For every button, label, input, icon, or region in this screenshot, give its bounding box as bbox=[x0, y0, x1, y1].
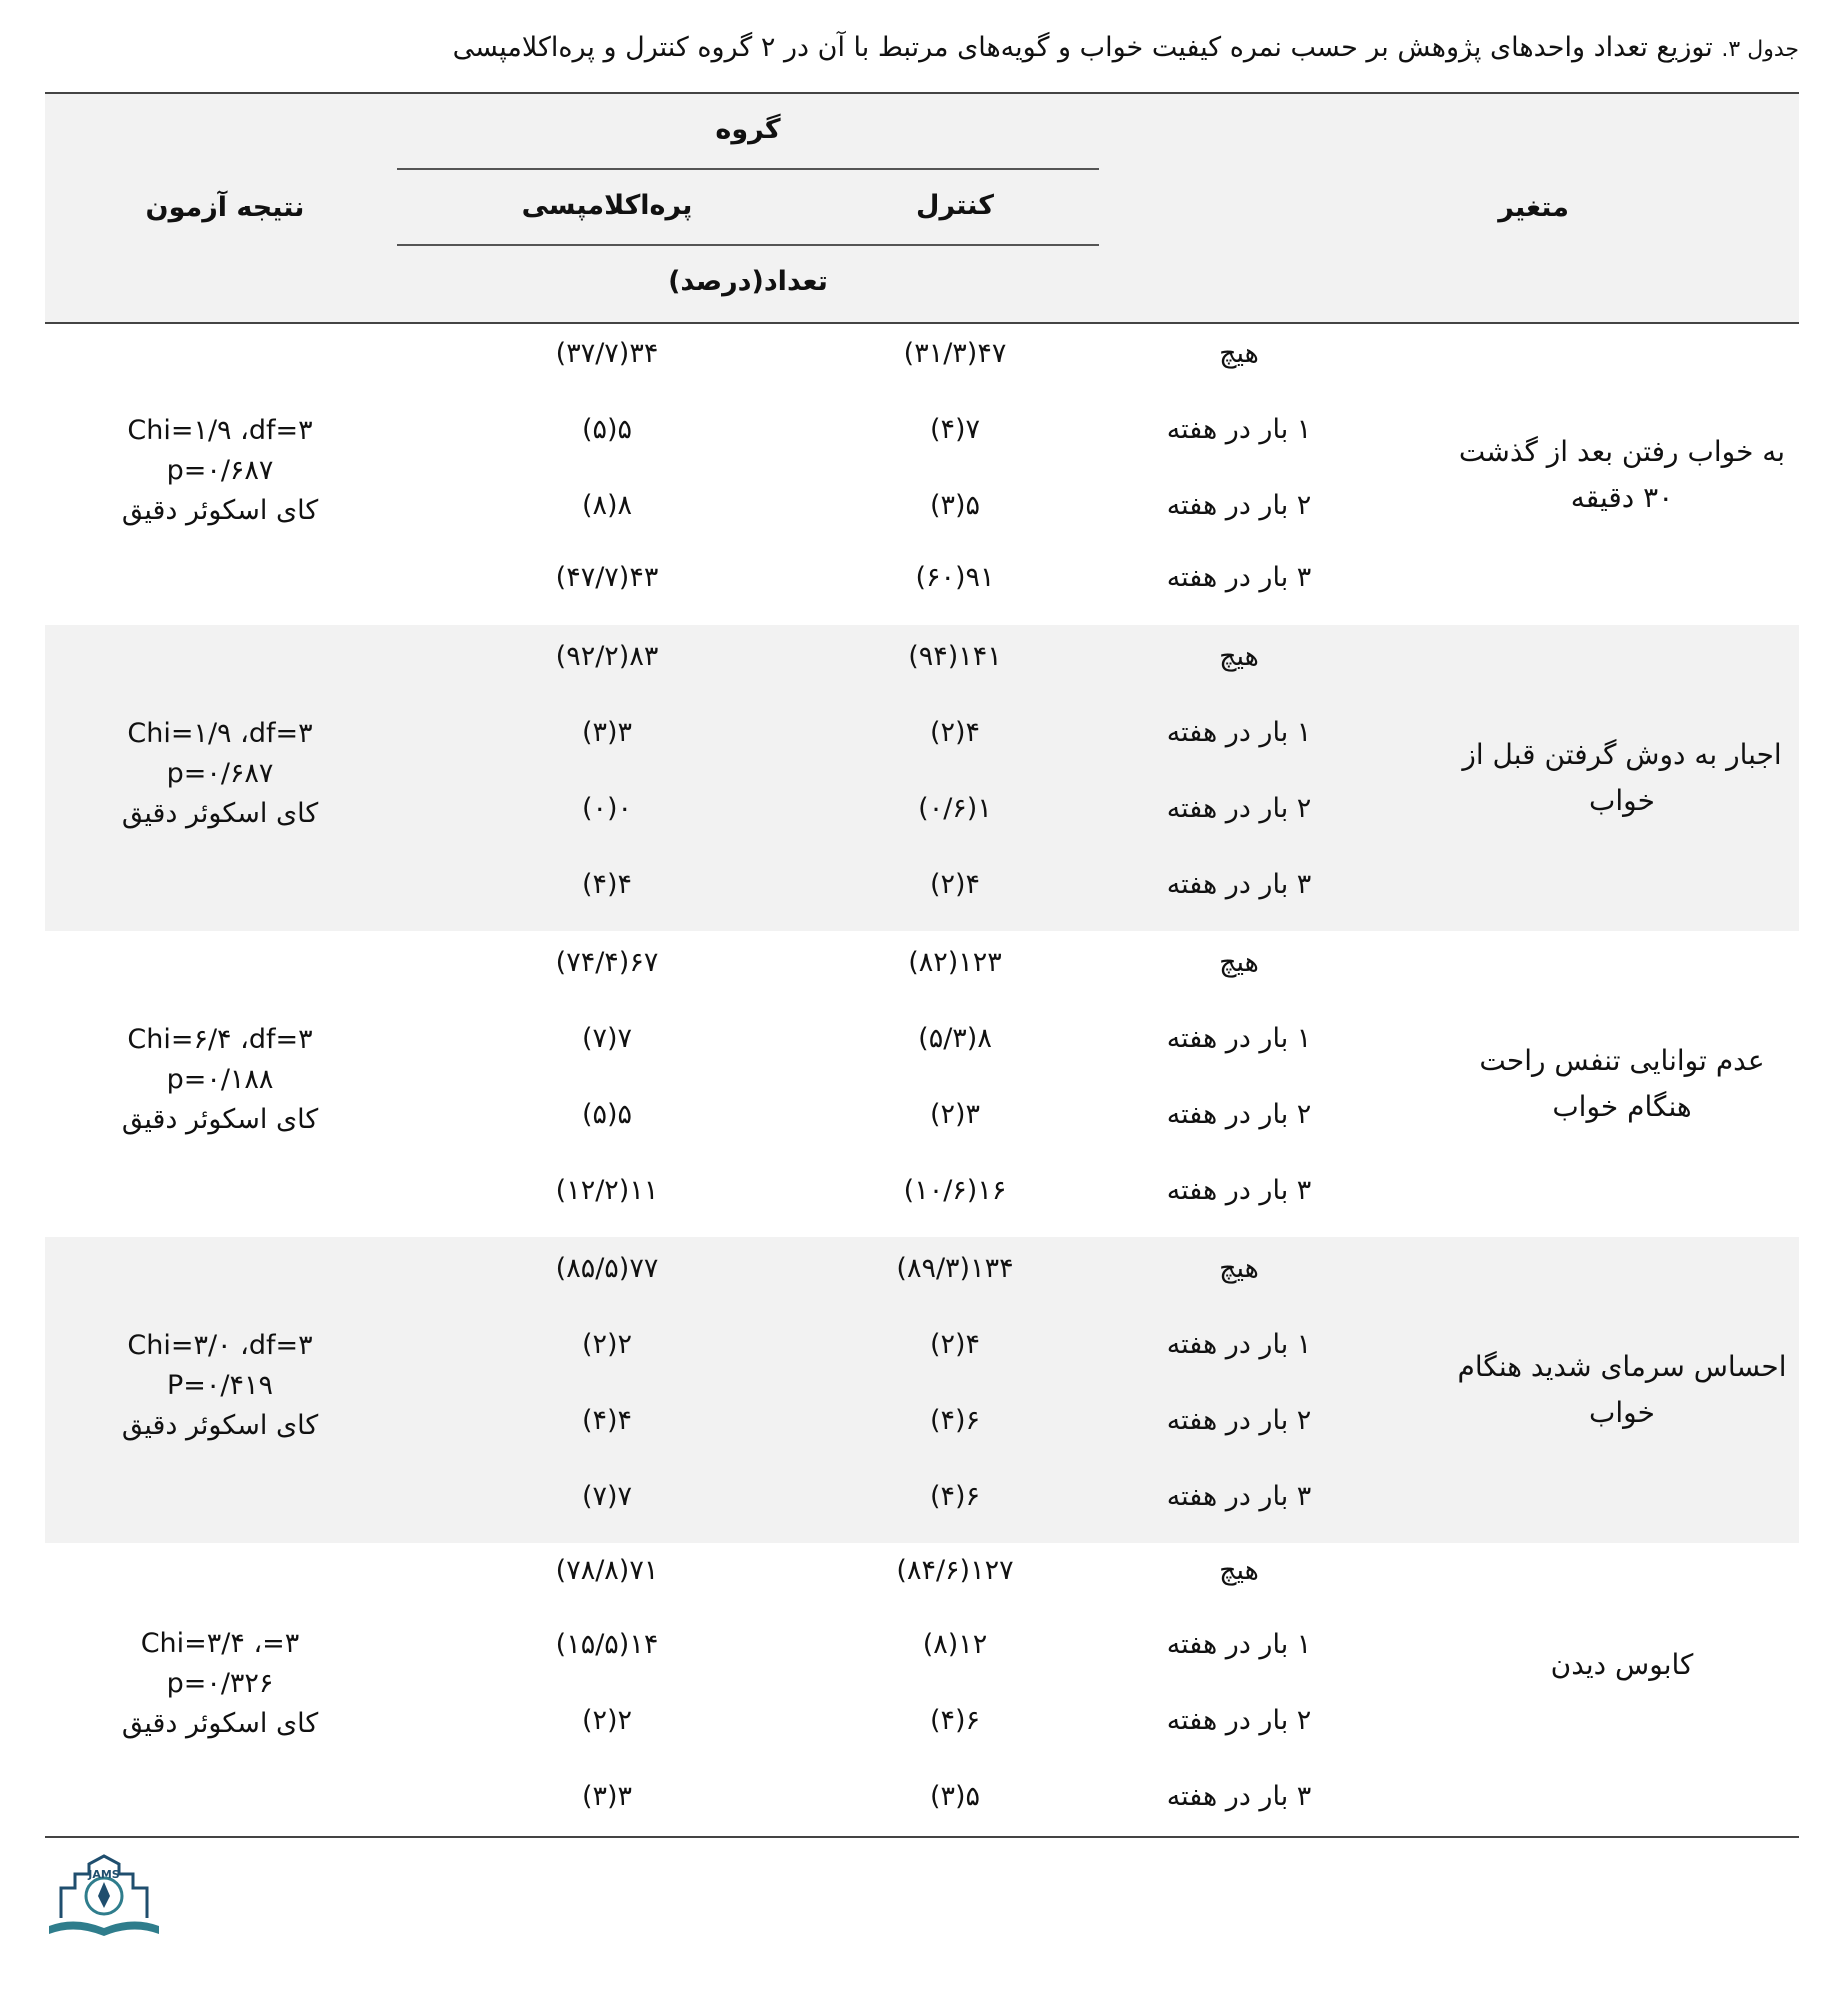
frequency-label: هیچ bbox=[1219, 641, 1259, 672]
header-count-percent: تعداد(درصد) bbox=[668, 266, 828, 297]
table-caption bbox=[45, 26, 1799, 72]
jams-logo-icon bbox=[45, 1852, 163, 1944]
frequency-label: هیچ bbox=[1219, 947, 1259, 978]
logo-text: JAMS bbox=[88, 1868, 120, 1881]
preeclampsia-value: ۳۴(۳۷/۷) bbox=[555, 338, 659, 369]
control-value: ۴۷(۳۱/۳) bbox=[903, 338, 1007, 369]
test-result-line: Chi=۳/۰ ،df=۳ bbox=[127, 1330, 313, 1361]
frequency-label: هیچ bbox=[1219, 1555, 1259, 1586]
preeclampsia-value: ۸۳(۹۲/۲) bbox=[555, 641, 659, 672]
test-result-line: p=۰/۱۸۸ bbox=[166, 1064, 274, 1095]
variable-name: به خواب رفتن بعد از گذشت ۳۰ دقیقه bbox=[1458, 434, 1786, 514]
control-value: ۱۴۱(۹۴) bbox=[908, 641, 1002, 672]
test-result-line: کای اسکوئر دقیق bbox=[121, 1708, 319, 1739]
test-result bbox=[45, 714, 395, 834]
test-result bbox=[45, 411, 395, 531]
test-result-line: Chi=۱/۹ ،df=۳ bbox=[127, 414, 313, 446]
test-result bbox=[45, 1326, 395, 1446]
frequency-label: ۳ بار در هفته bbox=[1166, 562, 1312, 593]
frequency-label: ۲ بار در هفته bbox=[1166, 1705, 1312, 1736]
test-result-line: P=۰/۴۱۹ bbox=[166, 1370, 273, 1401]
control-value: ۱۲(۸) bbox=[922, 1629, 988, 1660]
variable-name: اجبار به دوش گرفتن قبل از خواب bbox=[1462, 738, 1782, 817]
header-control: کنترل bbox=[916, 190, 994, 221]
frequency-label: ۲ بار در هفته bbox=[1166, 1405, 1312, 1436]
control-value: ۱۲۷(۸۴/۶) bbox=[896, 1555, 1014, 1586]
frequency-label: ۱ بار در هفته bbox=[1166, 1629, 1312, 1660]
frequency-label: هیچ bbox=[1219, 1253, 1259, 1284]
variable-group bbox=[45, 625, 1799, 931]
variable-group bbox=[45, 1237, 1799, 1543]
test-result bbox=[45, 1020, 395, 1140]
preeclampsia-value: ۲(۲) bbox=[581, 1329, 633, 1360]
preeclampsia-value: ۷(۷) bbox=[581, 1481, 633, 1512]
frequency-label: ۱ بار در هفته bbox=[1166, 1023, 1312, 1054]
control-value: ۵(۳) bbox=[929, 490, 981, 521]
preeclampsia-value: ۴(۴) bbox=[581, 869, 633, 900]
control-value: ۱۶(۱۰/۶) bbox=[903, 1175, 1007, 1206]
control-value: ۱(۰/۶) bbox=[918, 793, 992, 824]
table-bottom-rule bbox=[45, 1836, 1799, 1838]
header-group: گروه bbox=[715, 114, 781, 145]
preeclampsia-value: ۷۱(۷۸/۸) bbox=[555, 1555, 659, 1586]
table-header bbox=[45, 94, 1799, 324]
preeclampsia-value: ۱۴(۱۵/۵) bbox=[555, 1629, 659, 1660]
test-result-line: Chi=۶/۴ ،df=۳ bbox=[127, 1024, 313, 1055]
test-result-line: کای اسکوئر دقیق bbox=[121, 798, 319, 829]
frequency-label: ۱ بار در هفته bbox=[1166, 414, 1312, 445]
preeclampsia-value: ۲(۲) bbox=[581, 1705, 633, 1736]
caption-label: جدول ۳. bbox=[1721, 37, 1799, 62]
preeclampsia-value: ۴(۴) bbox=[581, 1405, 633, 1436]
header-variable: متغیر bbox=[1498, 192, 1569, 223]
control-value: ۶(۴) bbox=[929, 1405, 981, 1436]
preeclampsia-value: ۳(۳) bbox=[581, 717, 633, 748]
control-value: ۹۱(۶۰) bbox=[915, 562, 995, 593]
variable-group bbox=[45, 931, 1799, 1237]
preeclampsia-value: ۳(۳) bbox=[581, 1781, 633, 1812]
preeclampsia-value: ۷۷(۸۵/۵) bbox=[555, 1253, 659, 1284]
test-result bbox=[45, 1624, 395, 1744]
control-value: ۶(۴) bbox=[929, 1481, 981, 1512]
control-value: ۴(۲) bbox=[929, 1329, 981, 1360]
control-value: ۳(۲) bbox=[929, 1099, 981, 1130]
test-result-line: کای اسکوئر دقیق bbox=[121, 1410, 319, 1441]
control-value: ۵(۳) bbox=[929, 1781, 981, 1812]
preeclampsia-value: ۴۳(۴۷/۷) bbox=[555, 562, 659, 593]
header-preeclampsia: پره‌اکلامپسی bbox=[521, 190, 693, 221]
preeclampsia-value: ۱۱(۱۲/۲) bbox=[555, 1175, 659, 1206]
preeclampsia-value: ۰(۰) bbox=[581, 793, 633, 824]
test-result-line: p=۰/۳۲۶ bbox=[166, 1668, 274, 1699]
variable-name: عدم توانایی تنفس راحت هنگام خواب bbox=[1479, 1044, 1765, 1123]
preeclampsia-value: ۸(۸) bbox=[581, 490, 633, 521]
header-result: نتیجه آزمون bbox=[145, 192, 305, 223]
test-result-line: کای اسکوئر دقیق bbox=[121, 494, 319, 526]
frequency-label: ۳ بار در هفته bbox=[1166, 1781, 1312, 1812]
control-value: ۷(۴) bbox=[929, 414, 981, 445]
control-value: ۱۳۴(۸۹/۳) bbox=[896, 1253, 1014, 1284]
control-value: ۴(۲) bbox=[929, 869, 981, 900]
table-body bbox=[45, 324, 1799, 1833]
variable-group bbox=[45, 1543, 1799, 1833]
control-value: ۶(۴) bbox=[929, 1705, 981, 1736]
header-group-rule bbox=[397, 168, 1099, 170]
test-result-line: p=۰/۶۸۷ bbox=[166, 454, 274, 486]
frequency-label: ۳ بار در هفته bbox=[1166, 869, 1312, 900]
frequency-label: ۳ بار در هفته bbox=[1166, 1481, 1312, 1512]
control-value: ۴(۲) bbox=[929, 717, 981, 748]
test-result-line: Chi=۱/۹ ،df=۳ bbox=[127, 718, 313, 749]
test-result-line: p=۰/۶۸۷ bbox=[166, 758, 274, 789]
test-result-line: کای اسکوئر دقیق bbox=[121, 1104, 319, 1135]
variable-name: احساس سرمای شدید هنگام خواب bbox=[1457, 1350, 1787, 1429]
test-result-line: Chi=۳/۴ ،=۳ bbox=[140, 1628, 300, 1659]
journal-logo bbox=[45, 1852, 163, 1948]
frequency-label: ۱ بار در هفته bbox=[1166, 1329, 1312, 1360]
preeclampsia-value: ۷(۷) bbox=[581, 1023, 633, 1054]
frequency-label: ۳ بار در هفته bbox=[1166, 1175, 1312, 1206]
frequency-label: ۲ بار در هفته bbox=[1166, 1099, 1312, 1130]
caption-text: توزیع تعداد واحدهای پژوهش بر حسب نمره کیفیت خواب و گویه‌های مرتبط با آن در ۲ گروه کنترل و پره‌اکلامپسی bbox=[452, 32, 1713, 63]
variable-group bbox=[45, 324, 1799, 625]
frequency-label: ۲ بار در هفته bbox=[1166, 793, 1312, 824]
variable-name: کابوس دیدن bbox=[1550, 1648, 1694, 1681]
preeclampsia-value: ۶۷(۷۴/۴) bbox=[555, 947, 659, 978]
control-value: ۱۲۳(۸۲) bbox=[908, 947, 1002, 978]
header-subgroup-rule bbox=[397, 244, 1099, 246]
preeclampsia-value: ۵(۵) bbox=[581, 414, 633, 445]
control-value: ۸(۵/۳) bbox=[918, 1023, 992, 1054]
frequency-label: هیچ bbox=[1219, 338, 1259, 369]
frequency-label: ۲ بار در هفته bbox=[1166, 490, 1312, 521]
preeclampsia-value: ۵(۵) bbox=[581, 1099, 633, 1130]
frequency-label: ۱ بار در هفته bbox=[1166, 717, 1312, 748]
